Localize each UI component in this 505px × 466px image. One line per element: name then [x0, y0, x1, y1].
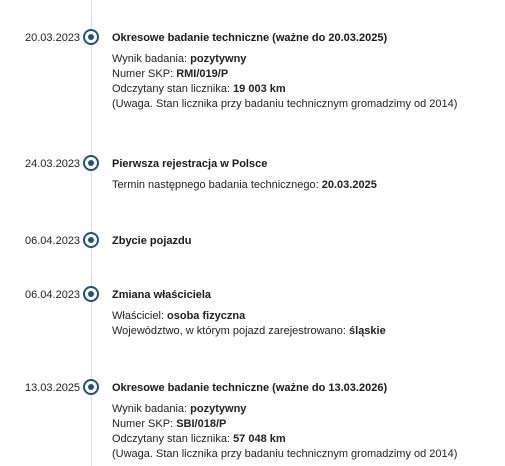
detail-row: Wynik badania: pozytywny [112, 53, 247, 65]
event-title: Zbycie pojazdu [112, 235, 192, 247]
detail-row: Odczytany stan licznika: 19 003 km [112, 83, 286, 95]
event-date: 06.04.2023 [25, 289, 81, 301]
timeline-dot-icon [83, 155, 99, 171]
detail-row: Numer SKP: RMI/019/P [112, 68, 229, 80]
event-details [112, 402, 457, 462]
detail-row: Właściciel: osoba fizyczna [112, 310, 246, 322]
timeline-dot-icon [83, 232, 99, 248]
detail-note: (Uwaga. Stan licznika przy badaniu technicznym gromadzimy od 2014) [112, 98, 458, 110]
event-title: Okresowe badanie techniczne (ważne do 13.03.2026) [112, 382, 388, 394]
detail-note: (Uwaga. Stan licznika przy badaniu technicznym gromadzimy od 2014) [112, 448, 458, 460]
event-date: 24.03.2023 [25, 158, 81, 170]
event-date: 13.03.2025 [25, 382, 81, 394]
event-title: Zmiana właściciela [112, 289, 212, 301]
event-date: 06.04.2023 [25, 235, 81, 247]
timeline-dot-icon [83, 286, 99, 302]
detail-row: Termin następnego badania technicznego: 20.03.2025 [112, 179, 377, 191]
event-title: Pierwsza rejestracja w Polsce [112, 158, 268, 170]
detail-row: Wynik badania: pozytywny [112, 403, 247, 415]
detail-row: Numer SKP: SBI/018/P [112, 418, 227, 430]
detail-row: Odczytany stan licznika: 57 048 km [112, 433, 286, 445]
timeline-dot-icon [83, 29, 99, 45]
event-title: Okresowe badanie techniczne (ważne do 20.03.2025) [112, 32, 388, 44]
event-details [112, 178, 377, 193]
event-date: 20.03.2023 [25, 32, 81, 44]
detail-row: Województwo, w którym pojazd zarejestrowano: śląskie [112, 325, 386, 337]
event-details [112, 309, 386, 339]
event-details [112, 52, 457, 112]
timeline-dot-icon [83, 379, 99, 395]
